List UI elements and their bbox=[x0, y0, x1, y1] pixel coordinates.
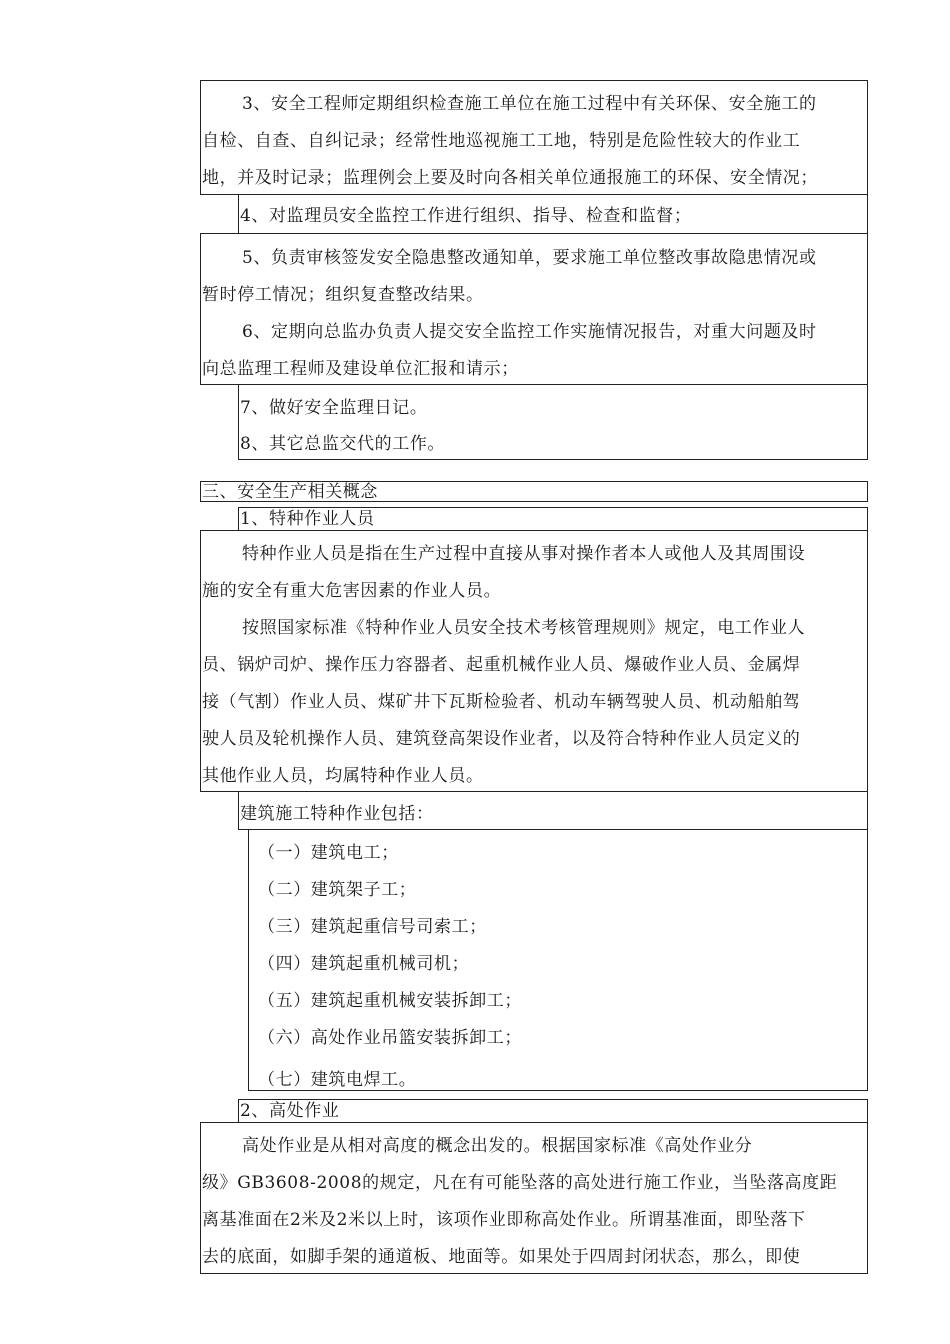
item-6-line-2: 向总监理工程师及建设单位汇报和请示； bbox=[202, 359, 519, 379]
subheading-1: 1、特种作业人员 bbox=[240, 509, 375, 529]
high-work-line-1: 高处作业是从相对高度的概念出发的。根据国家标准《高处作业分 bbox=[242, 1136, 753, 1156]
standard-line-4: 驶人员及轮机操作人员、建筑登高架设作业者，以及符合特种作业人员定义的 bbox=[202, 729, 801, 749]
item-4-line: 4、对监理员安全监控工作进行组织、指导、检查和监督； bbox=[240, 206, 692, 226]
subheading-2: 2、高处作业 bbox=[240, 1101, 340, 1121]
standard-line-2: 员、锅炉司炉、操作压力容器者、起重机械作业人员、爆破作业人员、金属焊 bbox=[202, 655, 801, 675]
item-7-line: 7、做好安全监理日记。 bbox=[240, 398, 428, 418]
list-item-4: （四）建筑起重机械司机； bbox=[258, 954, 470, 974]
includes-title: 建筑施工特种作业包括： bbox=[240, 804, 434, 824]
definition-line-2: 施的安全有重大危害因素的作业人员。 bbox=[202, 581, 502, 601]
section-heading: 三、安全生产相关概念 bbox=[202, 482, 378, 502]
item-5-line-1: 5、负责审核签发安全隐患整改通知单，要求施工单位整改事故隐患情况或 bbox=[242, 248, 817, 268]
standard-line-3: 接（气割）作业人员、煤矿井下瓦斯检验者、机动车辆驾驶人员、机动船舶驾 bbox=[202, 692, 801, 712]
high-work-line-2: 级》GB3608-2008的规定，凡在有可能坠落的高处进行施工作业，当坠落高度距 bbox=[202, 1173, 838, 1193]
list-item-1: （一）建筑电工； bbox=[258, 843, 399, 863]
item-3-line-3: 地，并及时记录；监理例会上要及时向各相关单位通报施工的环保、安全情况； bbox=[202, 168, 818, 188]
item-6-line-1: 6、定期向总监办负责人提交安全监控工作实施情况报告，对重大问题及时 bbox=[242, 322, 817, 342]
list-item-5: （五）建筑起重机械安装拆卸工； bbox=[258, 991, 522, 1011]
list-item-3: （三）建筑起重信号司索工； bbox=[258, 917, 487, 937]
definition-line-1: 特种作业人员是指在生产过程中直接从事对操作者本人或他人及其周围设 bbox=[242, 544, 806, 564]
standard-line-5: 其他作业人员，均属特种作业人员。 bbox=[202, 766, 484, 786]
item-3-line-2: 自检、自查、自纠记录；经常性地巡视施工工地，特别是危险性较大的作业工 bbox=[202, 131, 801, 151]
list-item-6: （六）高处作业吊篮安装拆卸工； bbox=[258, 1028, 522, 1048]
list-item-2: （二）建筑架子工； bbox=[258, 880, 417, 900]
high-work-line-3: 离基准面在2米及2米以上时，该项作业即称高处作业。所谓基准面，即坠落下 bbox=[202, 1210, 806, 1230]
item-8-line: 8、其它总监交代的工作。 bbox=[240, 434, 446, 454]
item-3-line-1: 3、安全工程师定期组织检查施工单位在施工过程中有关环保、安全施工的 bbox=[242, 94, 817, 114]
item-5-line-2: 暂时停工情况；组织复查整改结果。 bbox=[202, 285, 484, 305]
standard-line-1: 按照国家标准《特种作业人员安全技术考核管理规则》规定，电工作业人 bbox=[242, 618, 806, 638]
high-work-line-4: 去的底面，如脚手架的通道板、地面等。如果处于四周封闭状态，那么，即使 bbox=[202, 1247, 801, 1267]
list-item-7: （七）建筑电焊工。 bbox=[258, 1070, 417, 1090]
